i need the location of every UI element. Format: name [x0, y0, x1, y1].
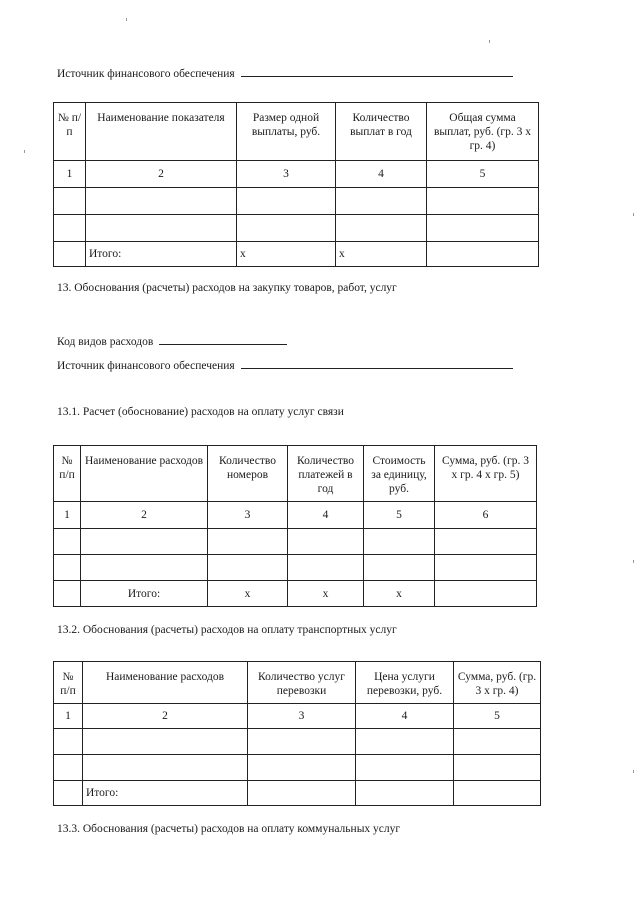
col-indicator-name: Наименование показателя — [86, 103, 237, 161]
col-expense-name: Наименование расходов — [81, 446, 208, 502]
expense-code-label: Код видов расходов — [57, 336, 154, 348]
table-row[interactable] — [54, 755, 541, 781]
col-number: № п/п — [54, 103, 86, 161]
scan-speck — [633, 213, 634, 216]
column-number-row: 1 2 3 4 5 6 — [54, 502, 537, 529]
col-transport-price: Цена услуги перевозки, руб. — [356, 662, 454, 704]
transport-services-table — [53, 661, 541, 806]
col-payments-per-year: Количество платежей в год — [288, 446, 364, 502]
col-sum: Сумма, руб. (гр. 3 х гр. 4) — [454, 662, 541, 704]
funding-source-label: Источник финансового обеспечения — [57, 68, 235, 80]
table-row[interactable] — [54, 188, 539, 215]
section-13-3-heading: 13.3. Обоснования (расчеты) расходов на оплату коммунальных услуг — [57, 823, 401, 835]
col-unit-cost: Стоимость за единицу, руб. — [364, 446, 435, 502]
section-13-2-heading: 13.2. Обоснования (расчеты) расходов на оплату транспортных услуг — [57, 624, 397, 636]
col-sum: Сумма, руб. (гр. 3 х гр. 4 х гр. 5) — [435, 446, 537, 502]
table-row[interactable] — [54, 555, 537, 581]
total-row: Итого: х х — [54, 242, 539, 267]
expense-code-line — [57, 333, 287, 348]
col-payments-per-year: Количество выплат в год — [336, 103, 427, 161]
table-header-row — [54, 103, 539, 161]
total-label: Итого: — [86, 242, 237, 267]
scan-speck — [633, 560, 634, 563]
expense-code-blank[interactable] — [159, 333, 287, 345]
col-number: № п/п — [54, 446, 81, 502]
table-row[interactable] — [54, 529, 537, 555]
col-payment-size: Размер одной выплаты, руб. — [237, 103, 336, 161]
column-number-row: 1 2 3 4 5 — [54, 704, 541, 729]
funding-source-blank-2[interactable] — [241, 357, 513, 369]
funding-source-line-2 — [57, 357, 513, 372]
scan-speck — [489, 40, 490, 43]
table-row[interactable] — [54, 729, 541, 755]
section-13-1-heading: 13.1. Расчет (обоснование) расходов на оплату услуг связи — [57, 406, 344, 418]
col-total-payments: Общая сумма выплат, руб. (гр. 3 х гр. 4) — [427, 103, 539, 161]
scan-speck — [633, 770, 634, 773]
total-row — [54, 781, 541, 806]
col-numbers-count: Количество номеров — [208, 446, 288, 502]
col-transport-count: Количество услуг перевозки — [248, 662, 356, 704]
total-row: Итого: х х х — [54, 581, 537, 607]
col-expense-name: Наименование расходов — [83, 662, 248, 704]
section-13-heading: 13. Обоснования (расчеты) расходов на закупку товаров, работ, услуг — [57, 282, 397, 294]
table-row[interactable] — [54, 215, 539, 242]
total-label: Итого: — [81, 581, 208, 607]
table-header-row — [54, 662, 541, 704]
column-number-row: 1 2 3 4 5 — [54, 161, 539, 188]
total-label: Итого: — [83, 781, 248, 806]
funding-source-label-2: Источник финансового обеспечения — [57, 360, 235, 372]
col-number: № п/п — [54, 662, 83, 704]
table-header-row — [54, 446, 537, 502]
funding-source-line-1 — [57, 65, 513, 80]
payments-table — [53, 102, 539, 267]
scan-speck — [126, 18, 127, 21]
funding-source-blank[interactable] — [241, 65, 513, 77]
scan-speck — [24, 150, 25, 153]
communication-services-table — [53, 445, 537, 607]
